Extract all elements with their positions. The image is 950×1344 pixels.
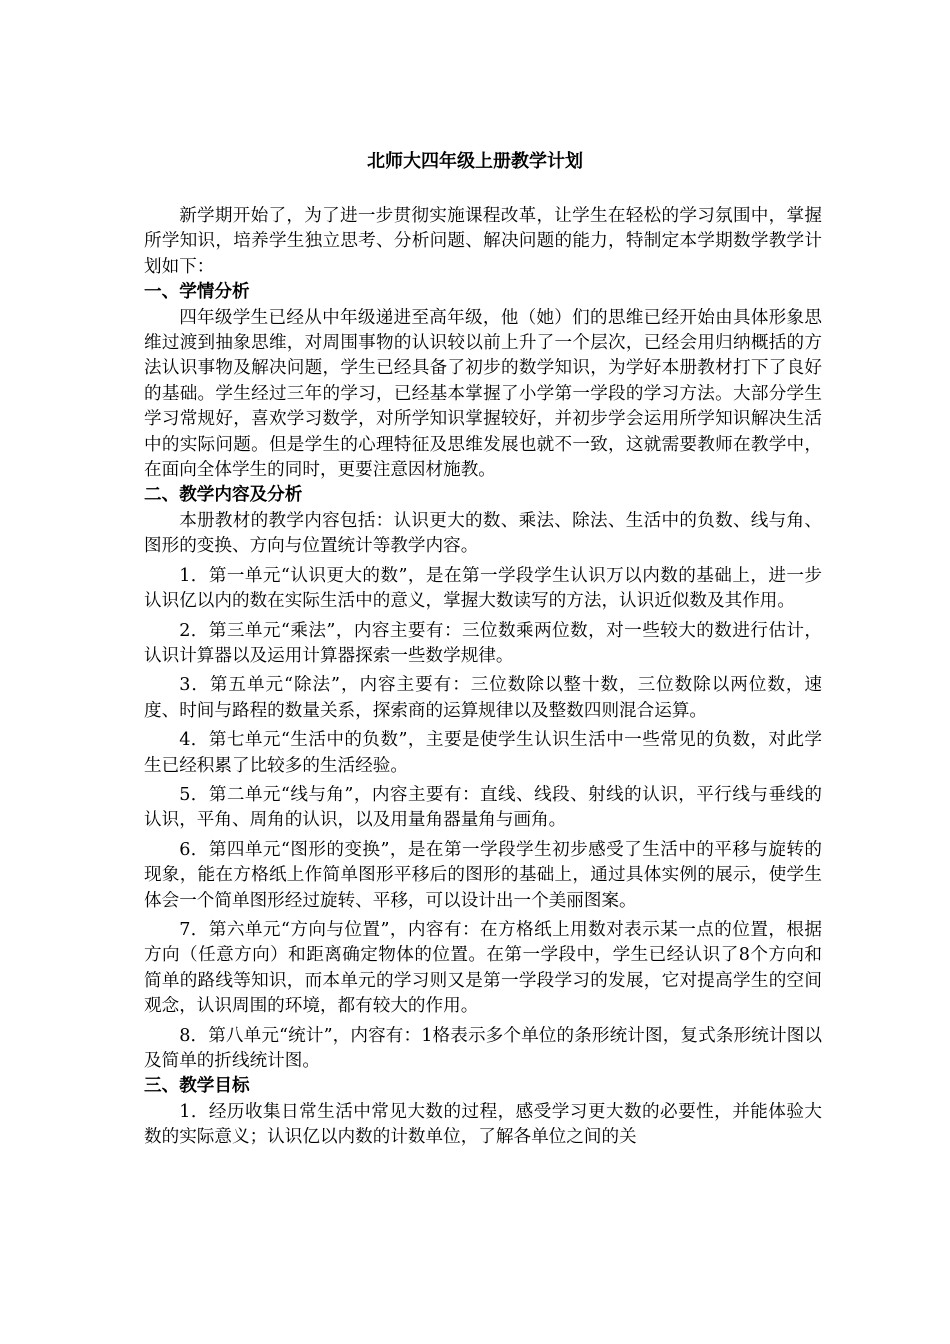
section-heading-situation: 一、学情分析 — [144, 282, 250, 303]
content-item-8: 8．第八单元“统计”，内容有：1格表示多个单位的条形统计图，复式条形统计图以及简单的折线统计图。 — [144, 1025, 822, 1071]
content-item-4: 4．第七单元“生活中的负数”，主要是使学生认识生活中一些常见的负数，对此学生已经积累了比较多的生活经验。 — [144, 730, 822, 776]
situation-paragraph: 四年级学生已经从中年级递进至高年级，他（她）们的思维已经开始由具体形象思维过渡到抽象思维，对周围事物的认识较以前上升了一个层次，已经会用归纳概括的方法认识事物及解决问题，学生已经具备了初步的数学知识，为学好本册教材打下了良好的基础。学生经过三年的学习，已经基本掌握了小学第一学段的学习方法。大部分学生学习常规好，喜欢学习数学，对所学知识掌握较好，并初步学会运用所学知识解决生活中的实际问题。但是学生的心理特征及思维发展也就不一致，这就需要教师在教学中，在面向全体学生的同时，更要注意因材施教。 — [144, 307, 822, 481]
content-item-7: 7．第六单元“方向与位置”，内容有：在方格纸上用数对表示某一点的位置，根据方向（任意方向）和距离确定物体的位置。在第一学段中，学生已经认识了8个方向和简单的路线等知识，而本单元的学习则又是第一学段学习的发展，它对提高学生的空间观念，认识周围的环境，都有较大的作用。 — [144, 919, 822, 1017]
content-item-3: 3．第五单元“除法”，内容主要有：三位数除以整十数，三位数除以两位数，速度、时间与路程的数量关系，探索商的运算规律以及整数四则混合运算。 — [144, 675, 822, 721]
content-item-6: 6．第四单元“图形的变换”，是在第一学段学生初步感受了生活中的平移与旋转的现象，能在方格纸上作简单图形平移后的图形的基础上，通过具体实例的展示，使学生体会一个简单图形经过旋转、平移，可以设计出一个美丽图案。 — [144, 839, 822, 911]
document-body — [144, 204, 822, 1151]
content-item-2: 2．第三单元“乘法”，内容主要有：三位数乘两位数，对一些较大的数进行估计，认识计算器以及运用计算器探索一些数学规律。 — [144, 620, 822, 666]
section-heading-content: 二、教学内容及分析 — [144, 485, 303, 506]
content-item-1: 1．第一单元“认识更大的数”，是在第一学段学生认识万以内数的基础上，进一步认识亿以内的数在实际生活中的意义，掌握大数读写的方法，认识近似数及其作用。 — [144, 565, 822, 612]
section-heading-goals: 三、教学目标 — [144, 1076, 250, 1097]
content-intro-paragraph: 本册教材的教学内容包括：认识更大的数、乘法、除法、生活中的负数、线与角、图形的变换、方向与位置统计等教学内容。 — [144, 510, 822, 557]
page-title: 北师大四年级上册教学计划 — [367, 151, 583, 172]
goal-item-1: 1．经历收集日常生活中常见大数的过程，感受学习更大数的必要性，并能体验大数的实际意义；认识亿以内数的计数单位，了解各单位之间的关 — [144, 1101, 822, 1148]
content-item-5: 5．第二单元“线与角”，内容主要有：直线、线段、射线的认识，平行线与垂线的认识，平角、周角的认识，以及用量角器量角与画角。 — [144, 784, 822, 831]
intro-paragraph: 新学期开始了，为了进一步贯彻实施课程改革，让学生在轻松的学习氛围中，掌握所学知识，培养学生独立思考、分析问题、解决问题的能力，特制定本学期数学教学计划如下： — [144, 206, 822, 277]
